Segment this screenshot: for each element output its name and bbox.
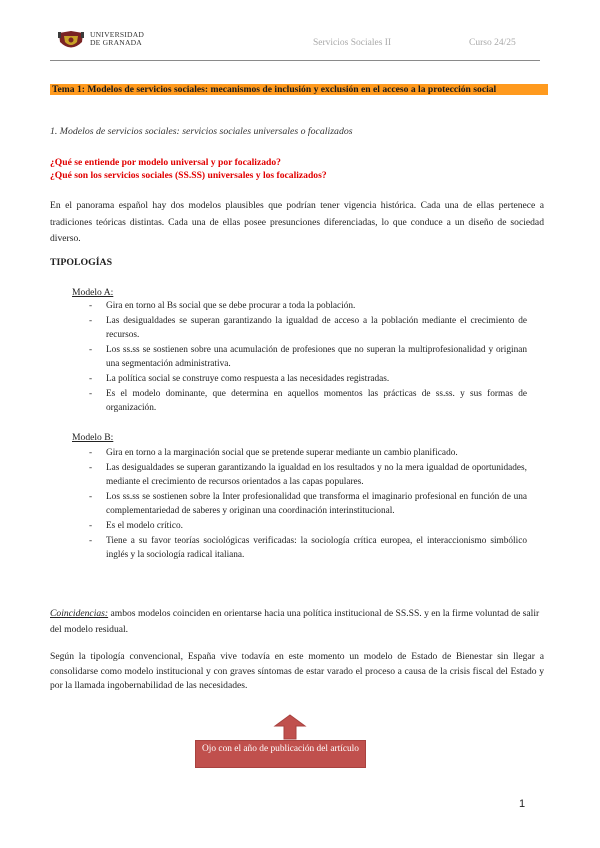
question-1: ¿Qué se entiende por modelo universal y por focalizado? (50, 157, 281, 168)
list-item: - Es el modelo crítico. (89, 519, 527, 534)
model-b-list (89, 446, 527, 563)
list-item: - Es el modelo dominante, que determina en aquellos momentos las prácticas de ss.ss. y sus formas de organización. (89, 387, 527, 416)
university-name (90, 31, 144, 47)
model-b-title: Modelo B: (72, 432, 114, 443)
topic-title: Tema 1: Modelos de servicios sociales: mecanismos de inclusión y exclusión en el acceso a la protección social (50, 84, 548, 95)
key-questions (50, 156, 327, 182)
model-a-title: Modelo A: (72, 287, 114, 298)
list-item: - Gira en torno a la marginación social que se pretende superar mediante un cambio planificado. (89, 446, 527, 461)
list-item: - Las desigualdades se superan garantizando la igualdad de acceso a la población mediante el crecimiento de recursos. (89, 314, 527, 343)
publication-year-note: Ojo con el año de publicación del artículo (195, 740, 366, 768)
coincidences-label: Coincidencias: (50, 608, 109, 619)
university-crest-icon (56, 29, 86, 53)
spain-paragraph: Según la tipología convencional, España vive todavía en este momento un modelo de Estado de Bienestar sin llegar a consolidarse como modelo institucional y con graves síntomas de estar varado el proceso a causa de la crisis fiscal del Estado y por la llamada ingobernabilidad de las necesidades. (50, 651, 544, 692)
list-item: - Las desigualdades se superan garantizando la igualdad en los resultados y no la mera igualdad de oportunidades, mediante el crecimiento de recursos orientados a las capas populares. (89, 461, 527, 490)
arrow-up-icon (273, 714, 307, 740)
list-item: - Los ss.ss se sostienen sobre una acumulación de profesiones que no superan la multiprofesionalidad y originan una segmentación administrativa. (89, 343, 527, 372)
university-line-1: UNIVERSIDAD (90, 30, 145, 39)
list-item: - Gira en torno al Bs social que se debe procurar a toda la población. (89, 299, 527, 314)
coincidences-text: ambos modelos coinciden en orientarse hacia una política institucional de SS.SS. y en la firme voluntad de salir del modelo residual. (50, 608, 540, 635)
intro-paragraph: En el panorama español hay dos modelos plausibles que podrían tener vigencia histórica. Cada una de ellas pertenece a tradiciones teóricas distintas. Cada una de ellas posee presunciones diferenciadas, lo que conduce a un diseño de sociedad diverso. (50, 200, 544, 244)
university-line-2: DE GRANADA (90, 38, 142, 47)
coincidences-paragraph (50, 606, 544, 638)
model-a-list (89, 299, 527, 416)
question-2: ¿Qué son los servicios sociales (SS.SS) universales y los focalizados? (50, 170, 327, 181)
section-subtitle: 1. Modelos de servicios sociales: servicios sociales universales o focalizados (50, 126, 353, 137)
course-year: Curso 24/25 (469, 38, 516, 48)
typologies-heading: TIPOLOGÍAS (50, 257, 113, 268)
page-header (50, 24, 540, 61)
page-number: 1 (519, 798, 526, 810)
list-item: - Tiene a su favor teorías sociológicas verificadas: la sociología crítica europea, el interaccionismo simbólico inglés y la sociología radical italiana. (89, 534, 527, 563)
list-item: - Los ss.ss se sostienen sobre la Inter profesionalidad que transforma el imaginario profesional en función de una complementariedad de saberes y originan una coordinación interinstitucional. (89, 490, 527, 519)
course-name: Servicios Sociales II (313, 38, 392, 48)
list-item: - La política social se construye como respuesta a las necesidades registradas. (89, 372, 527, 387)
